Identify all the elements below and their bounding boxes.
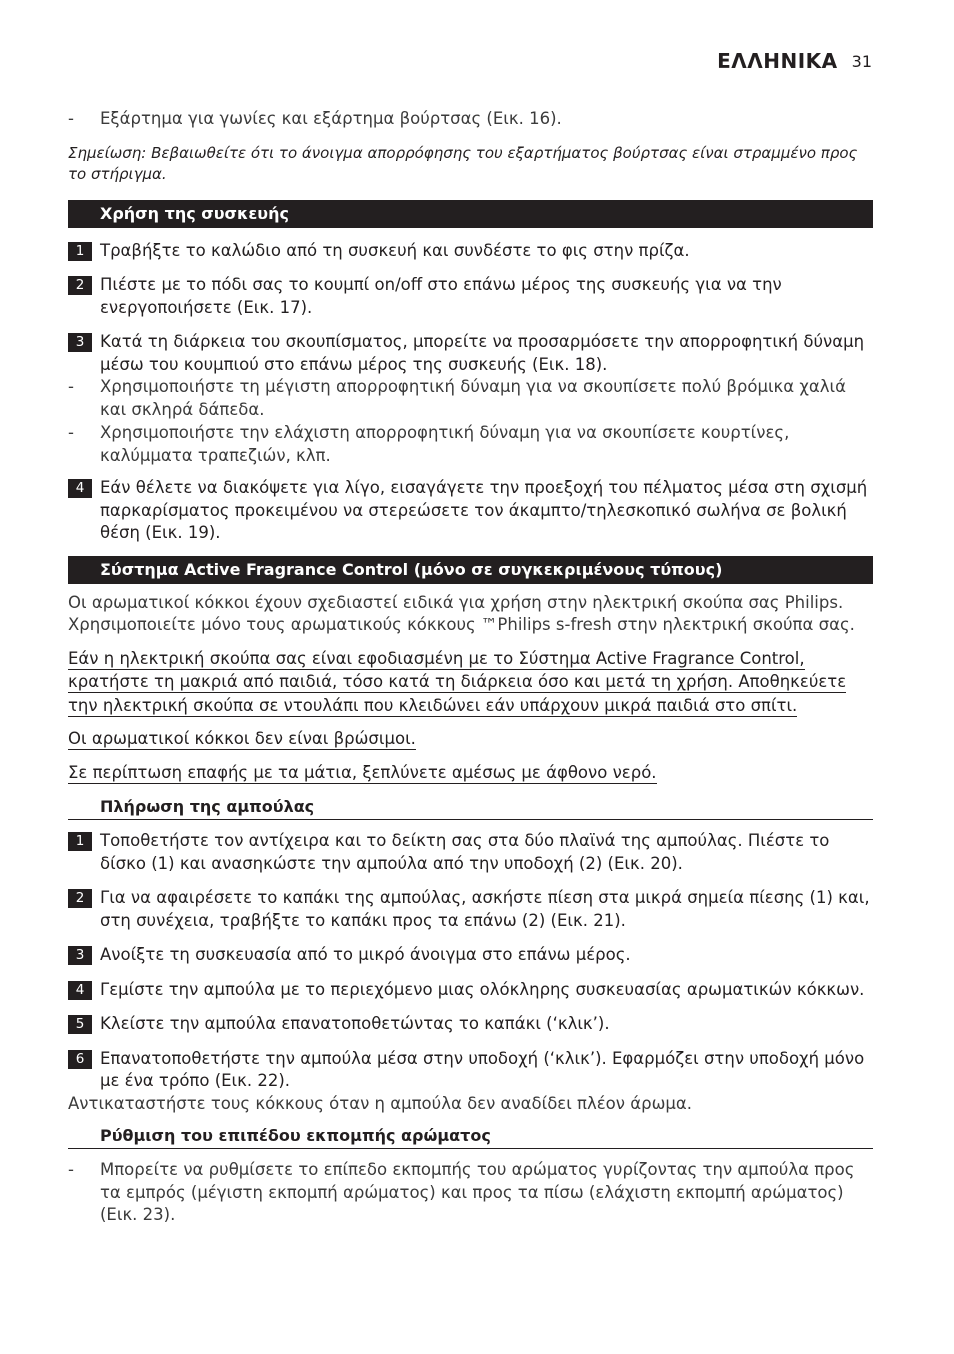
step-text: Τραβήξτε το καλώδιο από τη συσκευή και συνδέστε το φις στην πρίζα. <box>100 240 690 260</box>
step-text: Για να αφαιρέσετε το καπάκι της αμπούλας, ασκήστε πίεση στα μικρά σημεία πίεσης (1) και, στη συνέχεια, τραβήξτε το καπάκι προς τα επάνω (2) (Εικ. 21). <box>100 888 870 930</box>
refill-step-6 <box>68 1048 873 1093</box>
subheading-fragrance-level: Ρύθμιση του επιπέδου εκπομπής αρώματος <box>68 1125 873 1149</box>
usage-step-3 <box>68 331 873 376</box>
step-number: 1 <box>68 242 92 261</box>
step-text: Επανατοποθετήστε την αμπούλα μέσα στην υποδοχή (‘κλικ’). Εφαρμόζει στην υποδοχή μόνο με ένα τρόπο (Εικ. 22). <box>100 1048 865 1090</box>
section-heading-usage: Χρήση της συσκευής <box>68 200 873 228</box>
step-number: 2 <box>68 276 92 295</box>
step-number: 1 <box>68 832 92 851</box>
step-text: Κατά τη διάρκεια του σκουπίσματος, μπορείτε να προσαρμόσετε την απορροφητική δύναμη μέσω του κουμπιού στο επάνω μέρος της συσκευής (Εικ. 18). <box>100 332 865 374</box>
refill-after-note: Αντικαταστήστε τους κόκκους όταν η αμπούλα δεν αναδίδει πλέον άρωμα. <box>68 1093 693 1113</box>
warning-text: Εάν η ηλεκτρική σκούπα σας είναι εφοδιασμένη με το Σύστημα Active Fragrance Control, κρατήστε τη μακριά από παιδιά, τόσο κατά τη διάρκεια όσο και μετά τη χρήση. Αποθηκεύετε την ηλεκτρική σκούπα σε ντουλάπι που κλειδώνει εάν υπάρχουν μικρά παιδιά στο σπίτι. <box>68 648 847 715</box>
language-label: ΕΛΛΗΝΙΚΑ <box>717 49 838 73</box>
refill-step-3 <box>68 944 873 967</box>
step-text: Εάν θέλετε να διακόψετε για λίγο, εισαγάγετε την προεξοχή του πέλματος μέσα στη σχισμή παρκαρίσματος προκειμένου να στερεώσετε τον άκαμπτο/τηλεσκοπικό σωλήνα σε βολική θέση (Εικ. 19). <box>100 478 868 542</box>
warning-text: Οι αρωματικοί κόκκοι δεν είναι βρώσιμοι. <box>68 729 416 748</box>
step-text: Κλείστε την αμπούλα επανατοποθετώντας το καπάκι (‘κλικ’). <box>100 1014 610 1033</box>
warning-not-edible <box>68 727 873 751</box>
refill-step-4 <box>68 979 873 1002</box>
fragrance-level-bullet: - Μπορείτε να ρυθμίσετε το επίπεδο εκπομπής του αρώματος γυρίζοντας την αμπούλα προς τα εμπρός (μέγιστη εκπομπή αρώματος) και προς τα πίσω (ελάχιστη εκπομπή αρώματος) (Εικ. 23). <box>68 1159 873 1227</box>
page-content <box>68 108 873 1227</box>
page-header <box>717 47 872 75</box>
step-text: Πιέστε με το πόδι σας το κουμπί on/off στο επάνω μέρος της συσκευής για να την ενεργοποιήσετε (Εικ. 17). <box>100 275 782 317</box>
step-number: 6 <box>68 1050 92 1069</box>
usage-step-1 <box>68 240 873 263</box>
step-number: 5 <box>68 1015 92 1034</box>
warning-children <box>68 647 873 718</box>
note: Σημείωση: Βεβαιωθείτε ότι το άνοιγμα απορρόφησης του εξαρτήματος βούρτσας είναι στραμμένο προς το στήριγμα. <box>68 143 858 183</box>
fragrance-intro: Οι αρωματικοί κόκκοι έχουν σχεδιαστεί ειδικά για χρήση στην ηλεκτρική σκούπα σας Philips. Χρησιμοποιείτε μόνο τους αρωματικούς κόκκους ™Philips s-fresh στην ηλεκτρική σκούπα σας. <box>68 592 855 634</box>
section-heading-fragrance: Σύστημα Active Fragrance Control (μόνο σε συγκεκριμένους τύπους) <box>68 556 873 584</box>
step-number: 2 <box>68 889 92 908</box>
step-number: 3 <box>68 333 92 352</box>
step-number: 3 <box>68 946 92 965</box>
refill-step-2 <box>68 887 873 932</box>
subheading-refill: Πλήρωση της αμπούλας <box>68 796 873 820</box>
intro-bullet: - Εξάρτημα για γωνίες και εξάρτημα βούρτσας (Εικ. 16). <box>68 108 873 131</box>
usage-step-2 <box>68 274 873 319</box>
step-number: 4 <box>68 479 92 498</box>
warning-text: Σε περίπτωση επαφής με τα μάτια, ξεπλύνετε αμέσως με άφθονο νερό. <box>68 762 657 782</box>
step-text: Ανοίξτε τη συσκευασία από το μικρό άνοιγμα στο επάνω μέρος. <box>100 945 631 964</box>
usage-step-4 <box>68 477 873 545</box>
usage-bullet-min: - Χρησιμοποιήστε την ελάχιστη απορροφητική δύναμη για να σκουπίσετε κουρτίνες, καλύμματα τραπεζιών, κλπ. <box>68 422 873 467</box>
usage-bullet-max: - Χρησιμοποιήστε τη μέγιστη απορροφητική δύναμη για να σκουπίσετε πολύ βρόμικα χαλιά και σκληρά δάπεδα. <box>68 376 873 421</box>
refill-step-1 <box>68 830 873 875</box>
refill-step-5 <box>68 1013 873 1036</box>
page-number: 31 <box>851 51 872 71</box>
step-text: Γεμίστε την αμπούλα με το περιεχόμενο μιας ολόκληρης συσκευασίας αρωματικών κόκκων. <box>100 979 865 999</box>
warning-eyes <box>68 761 873 785</box>
step-number: 4 <box>68 981 92 1000</box>
step-text: Τοποθετήστε τον αντίχειρα και το δείκτη σας στα δύο πλαϊνά της αμπούλας. Πιέστε το δίσκο (1) και ανασηκώστε την αμπούλα από την υποδοχή (2) (Εικ. 20). <box>100 831 830 873</box>
